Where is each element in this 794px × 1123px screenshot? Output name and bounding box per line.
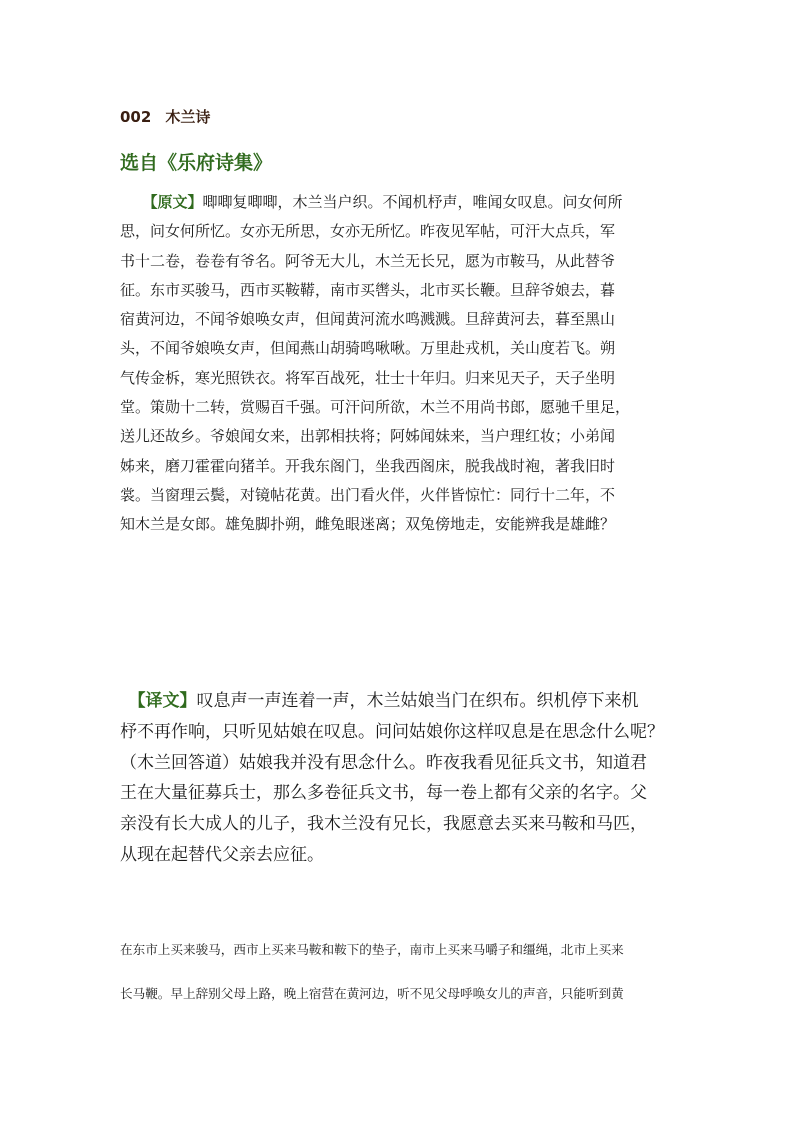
source-heading: 选自《乐府诗集》 bbox=[120, 152, 273, 174]
original-line: 头，不闻爷娘唤女声，但闻燕山胡骑鸣啾啾。万里赴戎机，关山度若飞。朔 bbox=[120, 339, 616, 358]
translation-text bbox=[120, 686, 692, 871]
original-line: 思，问女何所忆。女亦无所思，女亦无所忆。昨夜见军帖，可汗大点兵，军 bbox=[120, 222, 616, 241]
translation-line: （木兰回答道）姑娘我并没有思念什么。昨夜我看见征兵文书，知道君 bbox=[120, 752, 647, 773]
continuation-line: 长马鞭。早上辞别父母上路，晚上宿营在黄河边，听不见父母呼唤女儿的声音，只能听到黄 bbox=[120, 986, 624, 1001]
translation-line: 王在大量征募兵士，那么多卷征兵文书，每一卷上都有父亲的名字。父 bbox=[120, 783, 647, 804]
translation-line: 【译文】叹息声一声连着一声，木兰姑娘当门在织布。织机停下来机 bbox=[137, 691, 639, 711]
continuation-line: 在东市上买来骏马，西市上买来马鞍和鞍下的垫子，南市上买来马嚼子和缰绳，北市上买来 bbox=[120, 942, 624, 957]
chapter-number: 002 bbox=[120, 108, 152, 126]
original-line: 送儿还故乡。爷娘闻女来，出郭相扶将；阿姊闻妹来，当户理红妆；小弟闻 bbox=[120, 427, 616, 446]
poem-title: 木兰诗 bbox=[165, 108, 211, 126]
original-line: 知木兰是女郎。雄兔脚扑朔，雌兔眼迷离；双兔傍地走，安能辨我是雄雌？ bbox=[120, 515, 616, 534]
original-line: 气传金柝，寒光照铁衣。将军百战死，壮士十年归。归来见天子，天子坐明 bbox=[120, 368, 616, 387]
translation-line: 亲没有长大成人的儿子，我木兰没有兄长，我愿意去买来马鞍和马匹， bbox=[120, 814, 647, 835]
original-line: 宿黄河边，不闻爷娘唤女声，但闻黄河流水鸣溅溅。旦辞黄河去，暮至黑山 bbox=[120, 310, 616, 329]
translation-continuation bbox=[120, 935, 692, 1023]
translation-line: 杼不再作响，只听见姑娘在叹息。问问姑娘你这样叹息是在思念什么呢？ bbox=[120, 721, 664, 742]
translation-label: 【译文】 bbox=[137, 691, 197, 711]
original-line: 征。东市买骏马，西市买鞍鞯，南市买辔头，北市买长鞭。旦辞爷娘去，暮 bbox=[120, 280, 616, 299]
translation-line: 从现在起替代父亲去应征。 bbox=[120, 844, 324, 865]
chapter-heading bbox=[120, 106, 210, 127]
original-line: 【原文】唧唧复唧唧，木兰当户织。不闻机杼声，唯闻女叹息。问女何所 bbox=[150, 193, 623, 211]
original-label: 【原文】 bbox=[150, 193, 203, 211]
original-line: 裳。当窗理云鬓，对镜帖花黄。出门看火伴，火伴皆惊忙：同行十二年，不 bbox=[120, 485, 616, 504]
original-line: 姊来，磨刀霍霍向猪羊。开我东阁门，坐我西阁床，脱我战时袍，著我旧时 bbox=[120, 456, 616, 475]
original-text bbox=[120, 188, 692, 540]
original-line: 书十二卷，卷卷有爷名。阿爷无大儿，木兰无长兄，愿为市鞍马，从此替爷 bbox=[120, 251, 616, 270]
original-line: 堂。策勋十二转，赏赐百千强。可汗问所欲，木兰不用尚书郎，愿驰千里足， bbox=[120, 398, 631, 417]
